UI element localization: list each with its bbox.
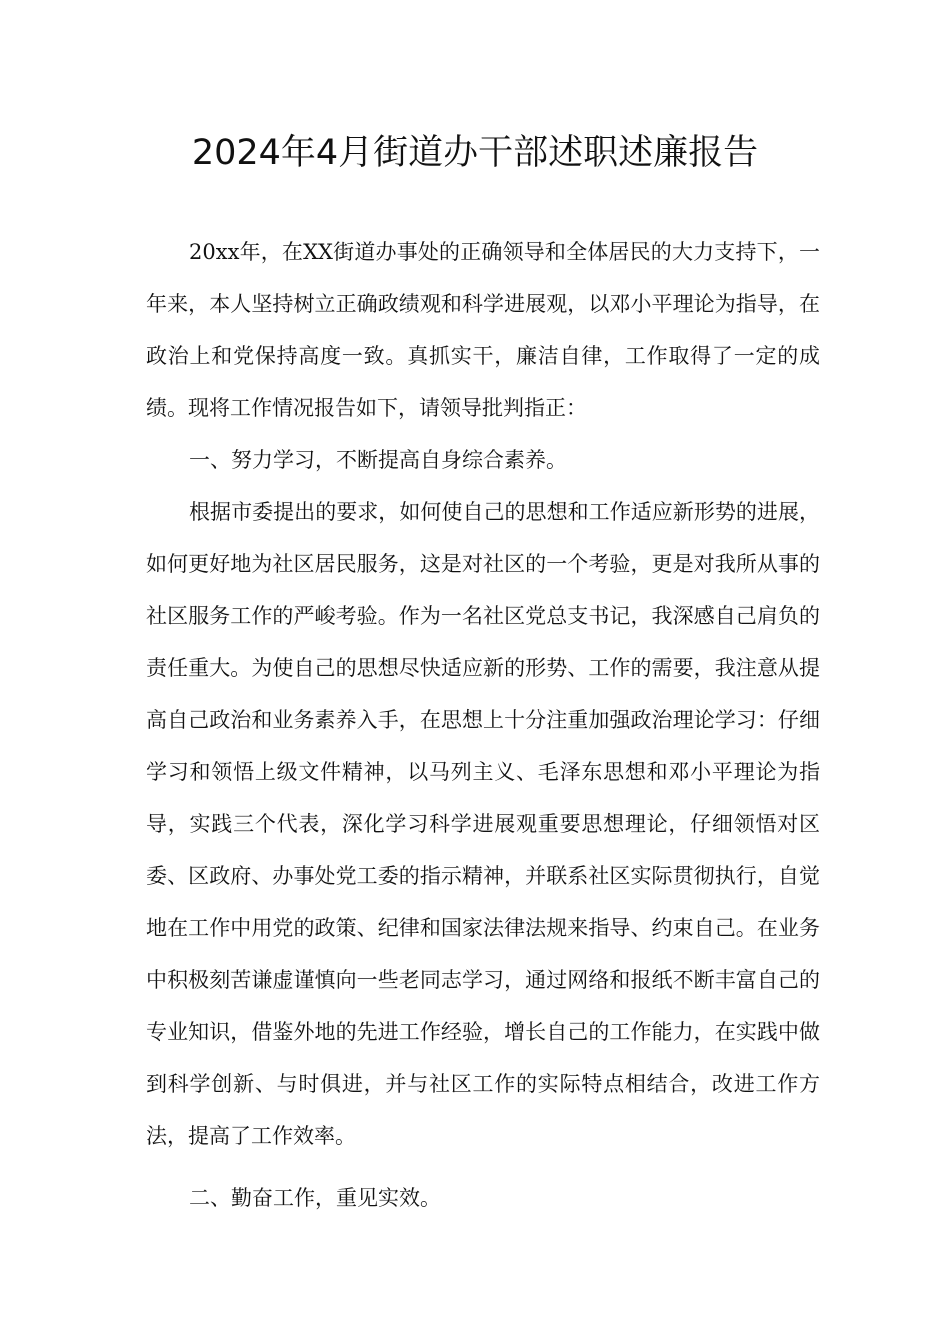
section-heading-1: 一、努力学习，不断提高自身综合素养。: [189, 448, 567, 472]
paragraph-section-1: 根据市委提出的要求，如何使自己的思想和工作适应新形势的进展，如何更好地为社区居民服务，这是对社区的一个考验，更是对我所从事的社区服务工作的严峻考验。作为一名社区党总支书记，我深感自己肩负的责任重大。为使自己的思想尽快适应新的形势、工作的需要，我注意从提高自己政治和业务素养入手，在思想上十分注重加强政治理论学习：仔细学习和领悟上级文件精神，以马列主义、毛泽东思想和邓小平理论为指导，实践三个代表，深化学习科学进展观重要思想理论，仔细领悟对区委、区政府、办事处党工委的指示精神，并联系社区实际贯彻执行，自觉地在工作中用党的政策、纪律和国家法律法规来指导、约束自己。在业务中积极刻苦谦虚谨慎向一些老同志学习，通过网络和报纸不断丰富自己的专业知识，借鉴外地的先进工作经验，增长自己的工作能力，在实践中做到科学创新、与时俱进，并与社区工作的实际特点相结合，改进工作方法，提高了工作效率。: [146, 500, 820, 1148]
document-title: 2024年4月街道办干部述职述廉报告: [191, 133, 759, 173]
document-body: [146, 226, 820, 1224]
paragraph-intro: 20xx年，在XX街道办事处的正确领导和全体居民的大力支持下，一年来，本人坚持树立正确政绩观和科学进展观，以邓小平理论为指导，在政治上和党保持高度一致。真抓实干，廉洁自律，工作取得了一定的成绩。现将工作情况报告如下，请领导批判指正：: [146, 240, 820, 420]
section-heading-2: 二、勤奋工作，重见实效。: [189, 1186, 441, 1210]
